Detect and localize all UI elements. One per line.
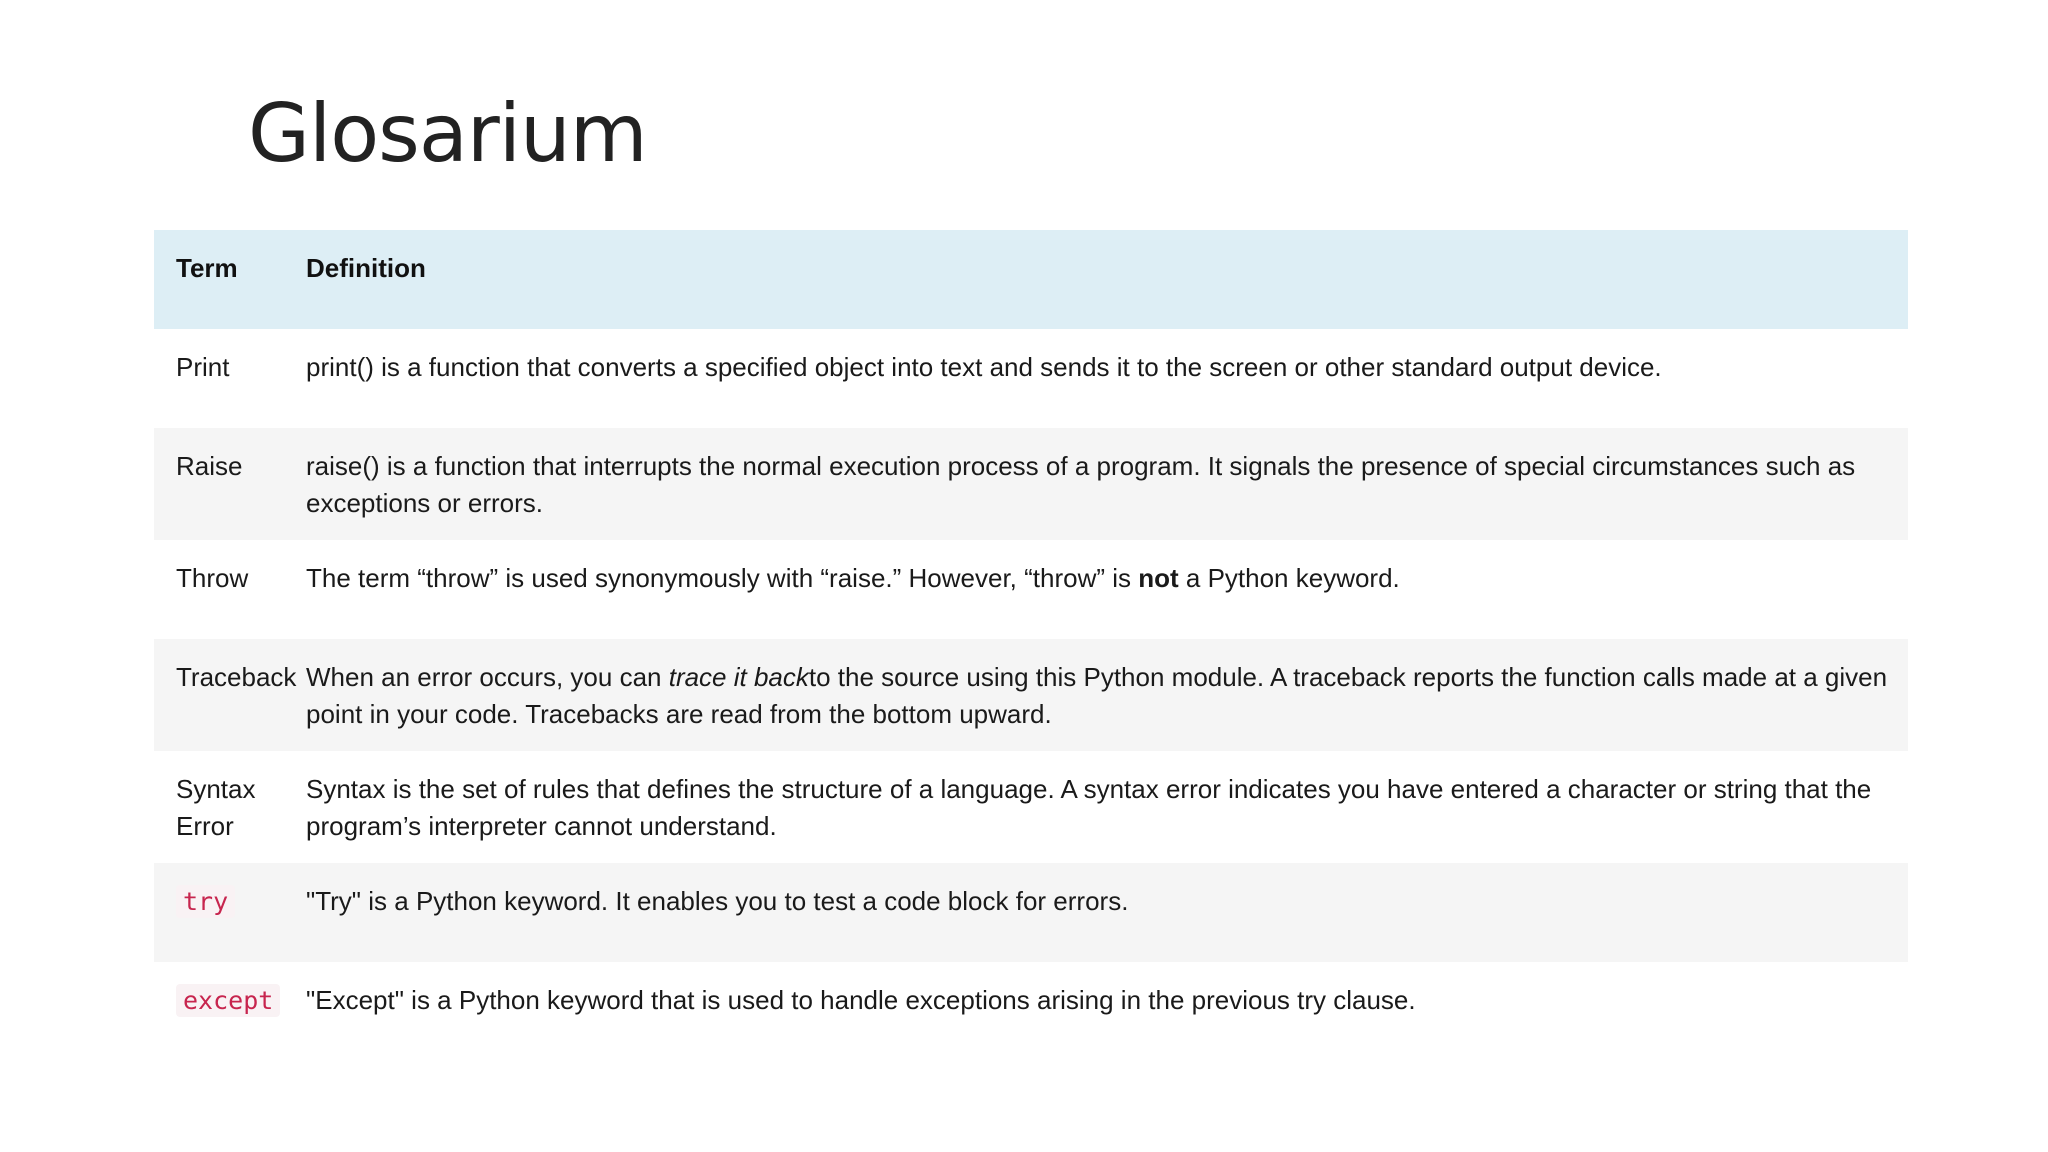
glossary-table xyxy=(154,230,1908,1061)
table-row xyxy=(154,639,1908,751)
definition-italic-text: trace it back xyxy=(668,662,809,692)
definition-cell xyxy=(306,540,1908,639)
definition-cell: print() is a function that converts a specified object into text and sends it to the screen or other standard output device. xyxy=(306,352,1662,382)
term-cell: Syntax Error xyxy=(176,774,256,841)
definition-cell: raise() is a function that interrupts the normal execution process of a program. It signals the presence of special circumstances such as exceptions or errors. xyxy=(306,451,1856,518)
term-cell: Throw xyxy=(176,563,249,593)
code-keyword-except: except xyxy=(176,984,280,1017)
table-row xyxy=(154,329,1908,428)
definition-bold-text: not xyxy=(1138,563,1179,593)
term-cell: Traceback xyxy=(176,662,297,692)
definition-text: a Python keyword. xyxy=(1178,563,1400,593)
table-row xyxy=(154,751,1908,863)
term-cell: Print xyxy=(176,352,230,382)
definition-text: When an error occurs, you can xyxy=(306,662,669,692)
term-cell: Raise xyxy=(176,451,243,481)
code-keyword-try: try xyxy=(176,885,235,918)
definition-cell: "Try" is a Python keyword. It enables you to test a code block for errors. xyxy=(306,886,1129,916)
definition-cell xyxy=(306,639,1908,751)
table-row xyxy=(154,428,1908,540)
table-header-row xyxy=(154,230,1908,329)
definition-column-header: Definition xyxy=(306,253,426,283)
definition-cell: Syntax is the set of rules that defines the structure of a language. A syntax error indicates you have entered a character or string that the program’s interpreter cannot understand. xyxy=(306,774,1872,841)
table-row xyxy=(154,540,1908,639)
term-cell xyxy=(154,962,306,1061)
table-row xyxy=(154,962,1908,1061)
slide-title: Glosarium xyxy=(248,87,647,180)
definition-text: The term “throw” is used synonymously with “raise.” However, “throw” is xyxy=(306,563,1139,593)
term-cell xyxy=(154,863,306,962)
definition-text: to the source using this Python module. A traceback reports the function calls made at a given point in your code. Tracebacks are read from the bottom upward. xyxy=(306,662,1888,729)
table-row xyxy=(154,863,1908,962)
term-column-header: Term xyxy=(176,253,238,283)
definition-cell: "Except" is a Python keyword that is used to handle exceptions arising in the previous try clause. xyxy=(306,985,1416,1015)
